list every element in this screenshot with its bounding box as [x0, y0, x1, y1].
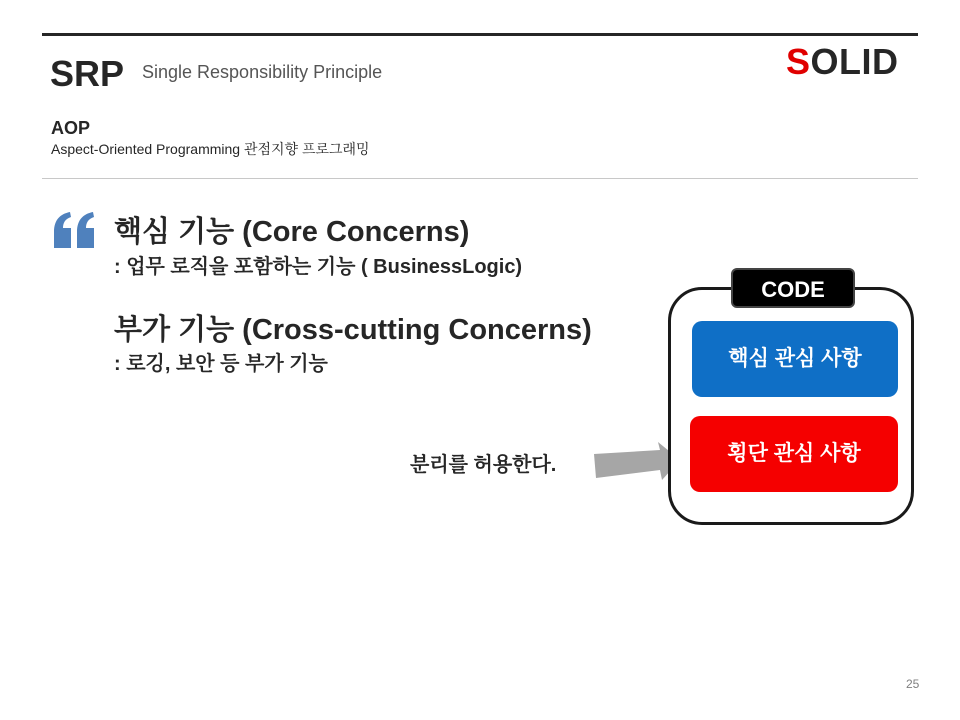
- quote-icon: [52, 212, 96, 248]
- page-number: 25: [906, 677, 920, 691]
- code-label: CODE: [731, 268, 855, 308]
- solid-logo: [786, 41, 899, 82]
- solid-logo-rest: OLID: [810, 41, 899, 82]
- solid-logo-accent-letter: S: [786, 41, 811, 82]
- aop-description: Aspect-Oriented Programming 관점지향 프로그래밍: [51, 141, 370, 157]
- slide-subtitle: Single Responsibility Principle: [142, 62, 383, 82]
- separation-label: 분리를 허용한다.: [410, 454, 557, 476]
- cross-cutting-concerns-title: 부가 기능 (Cross-cutting Concerns): [114, 314, 592, 346]
- cross-cutting-concerns-description: : 로깅, 보안 등 부가 기능: [114, 353, 328, 375]
- cross-cutting-concern-box: 횡단 관심 사항: [690, 416, 898, 492]
- slide-title: SRP: [50, 53, 125, 94]
- core-concerns-description: : 업무 로직을 포함하는 기능 ( BusinessLogic): [114, 256, 523, 278]
- core-concerns-title: 핵심 기능 (Core Concerns): [114, 216, 470, 248]
- section-divider: [42, 178, 918, 179]
- core-concern-box: 핵심 관심 사항: [692, 321, 898, 397]
- aop-title: AOP: [51, 118, 91, 138]
- top-rule: [42, 33, 918, 36]
